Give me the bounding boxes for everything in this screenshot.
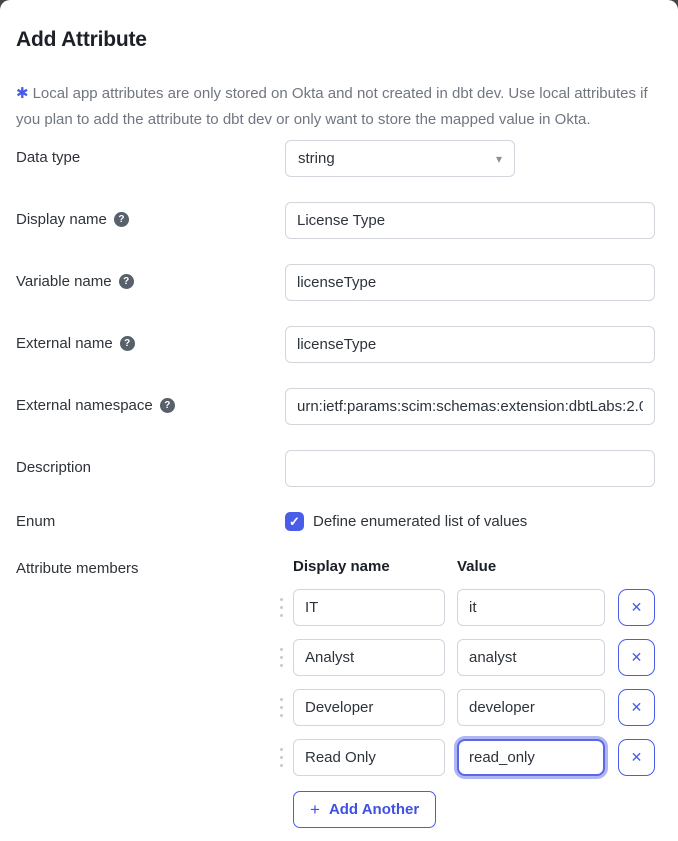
help-icon[interactable]: ?: [160, 398, 175, 413]
data-type-select[interactable]: [285, 140, 515, 177]
external-namespace-label: External namespace: [16, 397, 153, 414]
add-another-button[interactable]: [293, 791, 436, 828]
member-row: [277, 589, 655, 626]
external-name-label: External name: [16, 335, 113, 352]
attribute-members-grid: [277, 558, 655, 828]
drag-handle-icon[interactable]: [277, 646, 285, 670]
member-remove-button[interactable]: [618, 739, 655, 776]
chevron-down-icon: ▾: [495, 151, 502, 166]
variable-name-input[interactable]: [285, 264, 655, 301]
close-icon: ✕: [630, 699, 643, 715]
column-header-display-name: Display name: [293, 558, 390, 575]
close-icon: ✕: [630, 599, 643, 615]
display-name-input[interactable]: [285, 202, 655, 239]
member-remove-button[interactable]: [618, 589, 655, 626]
description-input[interactable]: [285, 450, 655, 487]
variable-name-row: [16, 264, 662, 301]
member-display-name-input[interactable]: [293, 739, 445, 776]
enum-row: [16, 510, 662, 531]
drag-handle-icon[interactable]: [277, 746, 285, 770]
member-remove-button[interactable]: [618, 689, 655, 726]
description-row: [16, 450, 662, 487]
member-row: [277, 639, 655, 676]
external-namespace-input[interactable]: [285, 388, 655, 425]
column-header-value: Value: [457, 558, 497, 575]
close-icon: ✕: [630, 649, 643, 665]
member-value-input[interactable]: [457, 589, 605, 626]
help-icon[interactable]: ?: [119, 274, 134, 289]
enum-label: Enum: [16, 513, 56, 530]
external-namespace-row: [16, 388, 662, 425]
member-display-name-input[interactable]: [293, 589, 445, 626]
help-icon[interactable]: ?: [120, 336, 135, 351]
member-display-name-input[interactable]: [293, 639, 445, 676]
page-title: Add Attribute: [16, 28, 147, 52]
local-attribute-note: [16, 81, 656, 133]
member-remove-button[interactable]: [618, 639, 655, 676]
external-name-input[interactable]: [285, 326, 655, 363]
drag-handle-icon[interactable]: [277, 596, 285, 620]
data-type-selected-value: string: [298, 150, 335, 167]
add-another-label: Add Another: [328, 801, 420, 818]
display-name-row: [16, 202, 662, 239]
note-text: Local app attributes are only stored on Okta and not created in dbt dev. Use local attributes if you plan to add the attribute to dbt dev or only want to store the mapped value in Okta.: [16, 85, 648, 128]
member-row: [277, 739, 655, 776]
description-label: Description: [16, 459, 92, 476]
plus-icon: +: [310, 799, 320, 819]
close-icon: ✕: [630, 749, 643, 765]
asterisk-icon: ✱: [16, 85, 29, 102]
member-value-input-focused[interactable]: [457, 739, 605, 776]
display-name-label: Display name: [16, 211, 107, 228]
member-value-input[interactable]: [457, 639, 605, 676]
check-icon: ✓: [289, 513, 300, 529]
member-value-input[interactable]: [457, 689, 605, 726]
drag-handle-icon[interactable]: [277, 696, 285, 720]
attribute-members-label: Attribute members: [16, 560, 139, 577]
help-icon[interactable]: ?: [114, 212, 129, 227]
external-name-row: [16, 326, 662, 363]
member-row: [277, 689, 655, 726]
member-display-name-input[interactable]: [293, 689, 445, 726]
enum-checkbox[interactable]: [285, 512, 304, 531]
variable-name-label: Variable name: [16, 273, 112, 290]
data-type-label: Data type: [16, 149, 81, 166]
enum-checkbox-label: Define enumerated list of values: [313, 513, 528, 530]
data-type-row: [16, 140, 662, 177]
